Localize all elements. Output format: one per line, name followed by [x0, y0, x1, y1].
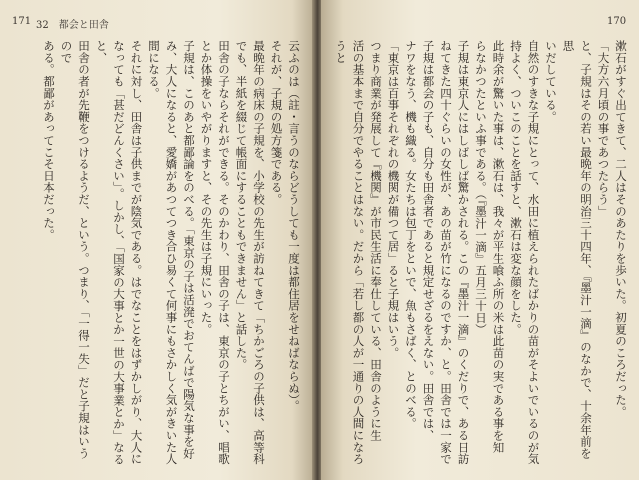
text-line: 此時余が驚いた事は、漱石は、我々が平生喰ふ所の米は此苗の実である事を知 — [491, 40, 506, 453]
text-line: 最晩年の病床の子規を、小学校の先生が訪ねてきて「ちかごろの子供は、高等科 — [252, 40, 266, 465]
text-line: それが、子規の処方箋である。 — [269, 40, 284, 206]
text-line: いだしている。 — [544, 40, 558, 123]
text-line: とか体操をいやがりますと、その先生は子規にいった。 — [199, 40, 214, 335]
text-line: らなかつたといふ事である。（『墨汁一滴』五月三十日） — [474, 40, 488, 336]
text-line: でも、半紙を綴じて帳面にすることもできません」と話した。 — [234, 40, 249, 371]
text-line: 自然のすきな子規にとって、水田に植えられたばかりの苗がそよいでいるのが気 — [526, 40, 541, 465]
right-page — [321, 0, 639, 480]
page-number: 170 — [607, 16, 627, 27]
text-line: 漱石がすぐ出てきて、二人はそのあたりを歩いた。初夏のころだった。 — [614, 40, 628, 418]
page-number: 171 — [12, 16, 32, 27]
text-line: 子規は都会の子も、自分も田舎者であると規定せざるをえない。田舎では、 — [421, 40, 436, 442]
text-line: なっても「甚だどんくさい」。しかし、「国家の大事とか一世の大事業とか」なると、 — [94, 40, 126, 466]
text-line: 田舎の子ならそれができる。そのかわり、田舎の子は、東京の子とちがい、唱歌 — [217, 40, 231, 465]
text-line: 云ふのは（註・言うのならどうしても一度は都住居をせねばならぬ）。 — [287, 40, 301, 412]
text-line: み、大人になると、愛嬌があつてつき合ひ易くて何事にもさかしく気がきいた人 — [164, 40, 179, 465]
text-line: 子規は、このあと都鄙論をのべる。「東京の子は活溌でおてんばで陽気な事を好 — [182, 40, 196, 460]
text-line: と、子規はその若い最晩年の明治三十四年、『墨汁一滴』のなかで、十余年前を思 — [561, 40, 593, 460]
text-line: 「大方六月頃の事であつたらう」 — [596, 40, 611, 217]
text-line: 「東京は百事それぞれの機関が備つて居」ると子規はいう。 — [386, 40, 401, 359]
body-text — [329, 40, 629, 470]
text-line: ナワをなう、機も織る。女たちは包丁をといで、魚もさばく、とのべる。 — [404, 40, 418, 430]
text-line: それに対し、田舎は子供までが陰気である。はでなことをはずかしがり、大人に — [129, 40, 144, 465]
text-line: 子規は東京人にはしばしば驚かされる。この『墨汁一滴』のくだりで、ある日訪 — [456, 40, 471, 465]
body-text — [10, 40, 302, 470]
text-line: ある。都鄙があってこそ日本だった。 — [42, 40, 56, 241]
text-line: 間になる。 — [147, 40, 161, 99]
text-line: 持よく、ついこのことを話すと、漱石は変な顔をした。 — [509, 40, 523, 335]
text-line: ねてきた四十ぐらいの女性が、あの苗が竹になるのですか、と。田舎では一家で — [439, 40, 453, 465]
text-line: 田舎の者が先鞭をつけるようだ、という。つまり、「一得一失」だと子規はいうので — [59, 40, 91, 460]
section-header: 32 都会と田舎 — [36, 20, 109, 31]
text-line: つまり商業が発展して『機関』が市民生活に奉仕している、田舎のように生 — [369, 40, 383, 442]
left-page — [0, 0, 314, 480]
text-line: 活の基本まで自分でやることはない。だから「若し都の人が一通りの人間になろうと — [334, 40, 366, 465]
